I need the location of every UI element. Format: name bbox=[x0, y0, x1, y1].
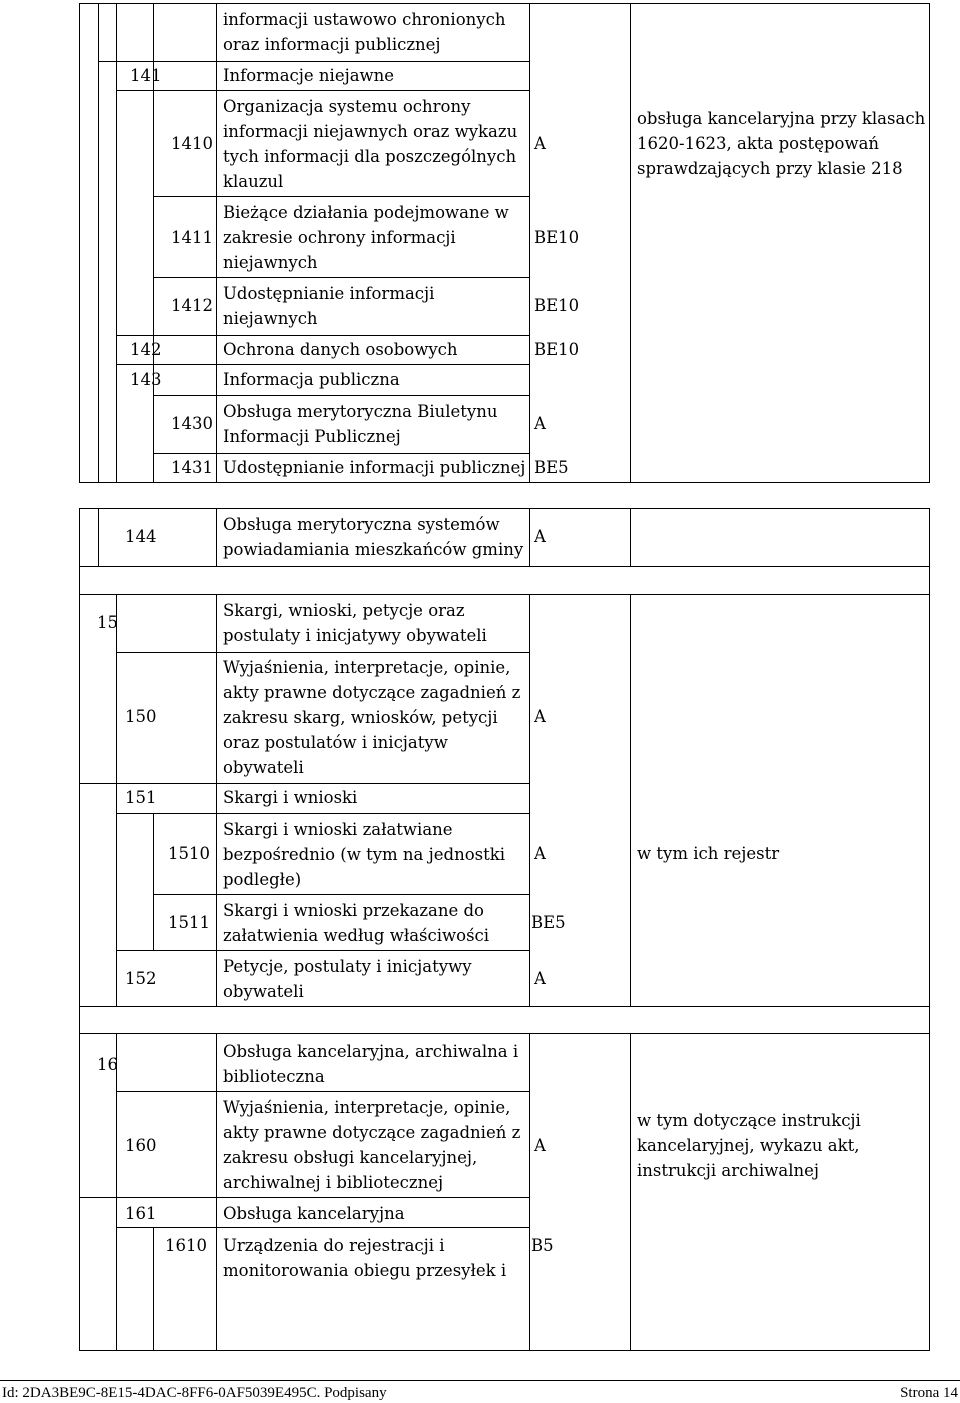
entry-category: BE10 bbox=[534, 296, 580, 315]
entry-title: oraz informacji publicznej bbox=[223, 35, 441, 54]
entry-category: A bbox=[534, 707, 546, 726]
entry-title: tych informacji dla poszczególnych bbox=[223, 147, 517, 166]
entry-notes: 1620-1623, akta postępowań bbox=[637, 134, 880, 153]
entry-notes: w tym ich rejestr bbox=[637, 844, 780, 863]
entry-title: Petycje, postulaty i inicjatywy bbox=[223, 957, 472, 976]
entry-code: 1430 bbox=[171, 414, 213, 433]
entry-category: A bbox=[534, 1136, 546, 1155]
entry-code: 160 bbox=[125, 1136, 157, 1155]
entry-title: akty prawne dotyczące zagadnień z bbox=[223, 683, 521, 702]
entry-title: Obsługa merytoryczna systemów bbox=[223, 515, 500, 534]
entry-title: informacji niejawnych oraz wykazu bbox=[223, 122, 518, 141]
entry-notes: sprawdzających przy klasie 218 bbox=[637, 159, 903, 178]
entry-title: Skargi i wnioski bbox=[223, 788, 358, 807]
entry-title: Skargi i wnioski załatwiane bbox=[223, 820, 453, 839]
entry-title: Obsługa kancelaryjna bbox=[223, 1204, 405, 1223]
entry-title: niejawnych bbox=[223, 309, 318, 328]
footer-page-number: Strona 14 bbox=[900, 1385, 958, 1401]
entry-title: Udostępnianie informacji publicznej bbox=[223, 458, 526, 477]
entry-code: 1510 bbox=[168, 844, 210, 863]
entry-category: A bbox=[534, 134, 546, 153]
entry-title: obywateli bbox=[223, 982, 304, 1001]
entry-category: B5 bbox=[531, 1236, 554, 1255]
entry-title: zakresu skarg, wniosków, petycji bbox=[223, 708, 498, 727]
entry-title: Organizacja systemu ochrony bbox=[223, 97, 471, 116]
entry-code: 1411 bbox=[171, 228, 213, 247]
entry-title: Obsługa kancelaryjna, archiwalna i bbox=[223, 1042, 519, 1061]
entry-title: powiadamiania mieszkańców gminy bbox=[223, 540, 524, 559]
entry-title: Wyjaśnienia, interpretacje, opinie, bbox=[223, 1098, 511, 1117]
entry-code: 144 bbox=[125, 527, 157, 546]
entry-category: A bbox=[534, 844, 546, 863]
footer-rule bbox=[0, 1380, 960, 1381]
entry-notes: instrukcji archiwalnej bbox=[637, 1161, 820, 1180]
entry-category: A bbox=[534, 414, 546, 433]
entry-code: 152 bbox=[125, 969, 157, 988]
entry-title: Udostępnianie informacji bbox=[223, 284, 435, 303]
entry-title: Urządzenia do rejestracji i bbox=[223, 1236, 445, 1255]
entry-title: archiwalnej i bibliotecznej bbox=[223, 1173, 444, 1192]
entry-category: A bbox=[534, 527, 546, 546]
entry-title: postulaty i inicjatywy obywateli bbox=[223, 626, 487, 645]
entry-category: BE5 bbox=[531, 913, 566, 932]
entry-code: 150 bbox=[125, 707, 157, 726]
entry-code: 142 bbox=[130, 340, 162, 359]
entry-title: biblioteczna bbox=[223, 1067, 325, 1086]
entry-title: akty prawne dotyczące zagadnień z bbox=[223, 1123, 521, 1142]
entry-title: Wyjaśnienia, interpretacje, opinie, bbox=[223, 658, 511, 677]
entry-notes: w tym dotyczące instrukcji bbox=[637, 1111, 861, 1130]
entry-code: 16 bbox=[97, 1055, 118, 1074]
entry-title: podległe) bbox=[223, 870, 302, 889]
entry-title: Informacje niejawne bbox=[223, 66, 395, 85]
entry-title: bezpośrednio (w tym na jednostki bbox=[223, 845, 506, 864]
entry-notes: kancelaryjnej, wykazu akt, bbox=[637, 1136, 860, 1155]
entry-title: monitorowania obiegu przesyłek i bbox=[223, 1261, 507, 1280]
footer-document-id: Id: 2DA3BE9C-8E15-4DAC-8FF6-0AF5039E495C. Podpisany bbox=[2, 1385, 387, 1401]
entry-code: 143 bbox=[130, 370, 162, 389]
entry-code: 151 bbox=[125, 788, 157, 807]
entry-title: Informacji Publicznej bbox=[223, 427, 401, 446]
entry-category: BE10 bbox=[534, 228, 580, 247]
entry-title: klauzul bbox=[223, 172, 284, 191]
entry-title: oraz postulatów i inicjatyw bbox=[223, 733, 448, 752]
entry-title: Ochrona danych osobowych bbox=[223, 340, 458, 359]
entry-code: 15 bbox=[97, 613, 118, 632]
entry-title: Bieżące działania podejmowane w bbox=[223, 203, 509, 222]
entry-title: zakresie ochrony informacji bbox=[223, 228, 456, 247]
entry-code: 1410 bbox=[171, 134, 213, 153]
entry-code: 1610 bbox=[165, 1236, 207, 1255]
entry-category: BE5 bbox=[534, 458, 569, 477]
entry-category: BE10 bbox=[534, 340, 580, 359]
entry-title: załatwienia według właściwości bbox=[223, 926, 490, 945]
entry-code: 1431 bbox=[171, 458, 213, 477]
entry-code: 1511 bbox=[168, 913, 210, 932]
entry-title: Obsługa merytoryczna Biuletynu bbox=[223, 402, 498, 421]
entry-title: Informacja publiczna bbox=[223, 370, 400, 389]
entry-title: Skargi, wnioski, petycje oraz bbox=[223, 601, 465, 620]
entry-title: Skargi i wnioski przekazane do bbox=[223, 901, 484, 920]
entry-title: informacji ustawowo chronionych bbox=[223, 10, 506, 29]
entry-title: zakresu obsługi kancelaryjnej, bbox=[223, 1148, 478, 1167]
entry-code: 161 bbox=[125, 1204, 157, 1223]
entry-category: A bbox=[534, 969, 546, 988]
entry-notes: obsługa kancelaryjna przy klasach bbox=[637, 109, 926, 128]
entry-code: 1412 bbox=[171, 296, 213, 315]
entry-code: 141 bbox=[130, 66, 162, 85]
entry-title: obywateli bbox=[223, 758, 304, 777]
entry-title: niejawnych bbox=[223, 253, 318, 272]
